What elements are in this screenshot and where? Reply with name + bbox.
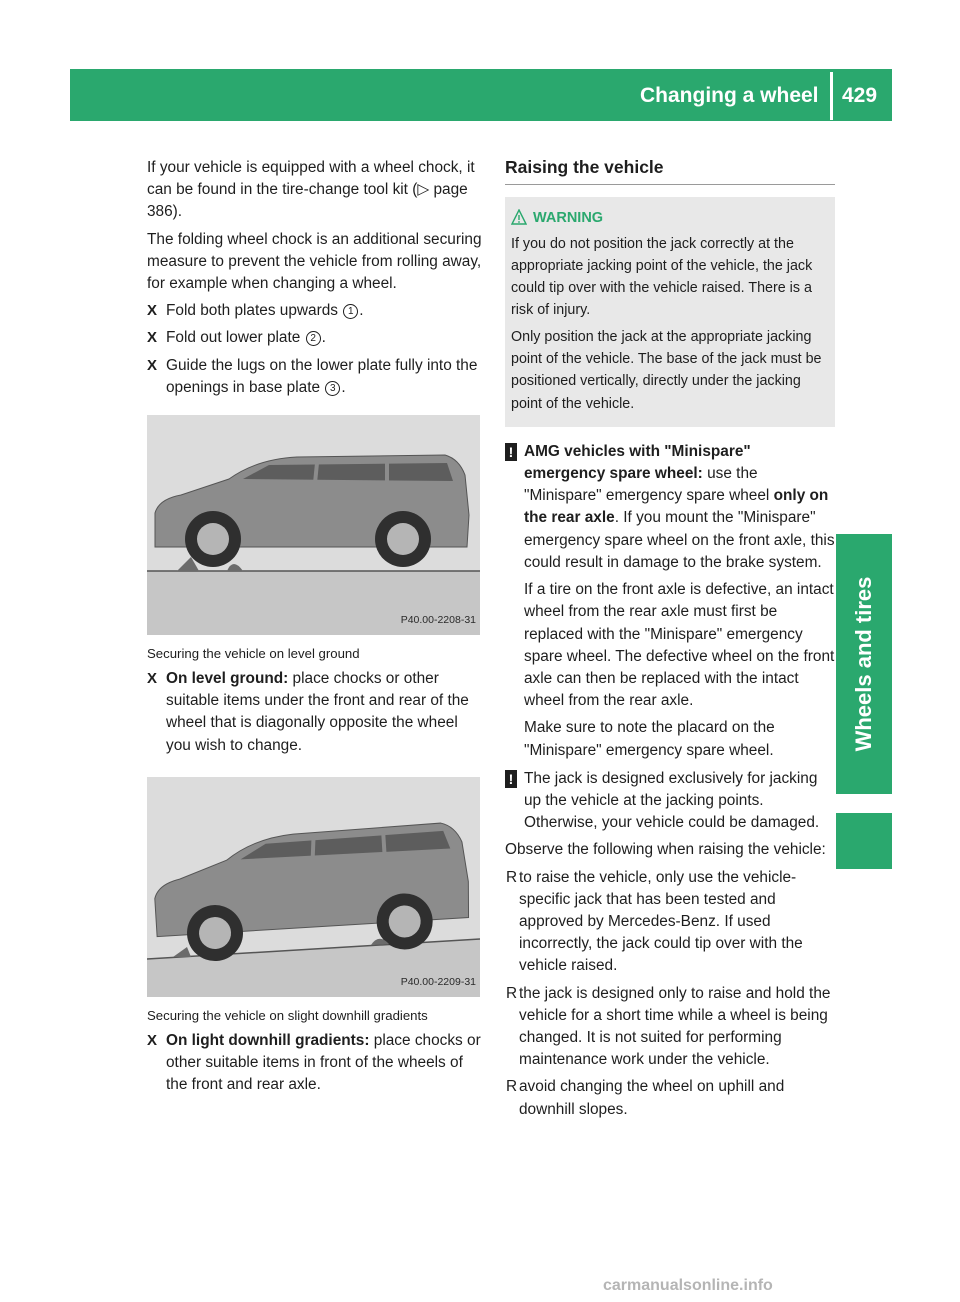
figure-caption: Securing the vehicle on level ground: [147, 646, 360, 662]
warning-heading: [511, 207, 831, 229]
note-text: Make sure to note the placard on the "Minispare" emergency spare wheel.: [524, 719, 775, 759]
step-heading: On level ground:: [166, 670, 289, 688]
list-item: R to raise the vehicle, only use the vehicle-specific jack that has been tested and approved by Mercedes-Benz. If used incorrectly, the jack could tip over with the vehicle raised.: [506, 868, 803, 975]
callout-number: 3: [325, 381, 340, 396]
left-column: [147, 157, 482, 1101]
step-text: place chocks or other suitable items in front of the wheels of the front and rear axle.: [166, 1031, 481, 1094]
step-text: Fold both plates upwards: [166, 302, 338, 320]
note-jack: [505, 768, 835, 835]
page-number: 429: [842, 84, 878, 107]
figure-downhill: [147, 777, 480, 997]
step-heading: On light downhill gradients:: [166, 1031, 370, 1049]
header-divider: [830, 72, 833, 120]
bullet-marker: R: [506, 868, 518, 886]
notice-icon: !: [505, 770, 517, 788]
warning-text: Only position the jack at the appropriate jacking point of the vehicle. The base of the jack must be positioned vertically, directly under the jacking point of the vehicle.: [511, 328, 822, 412]
intro-paragraph: If your vehicle is equipped with a wheel chock, it can be found in the tire-change tool kit (▷ page 386).: [147, 159, 475, 221]
step-text: Fold out lower plate: [166, 329, 301, 347]
callout-number: 2: [306, 331, 321, 346]
callout-number: 1: [343, 304, 358, 319]
page-title: Changing a wheel: [640, 84, 819, 107]
figure-caption: Securing the vehicle on slight downhill gradients: [147, 1007, 428, 1023]
step-marker: X: [147, 329, 158, 347]
list-item: R the jack is designed only to raise and hold the vehicle for a short time while a wheel is being changed. It is not suited for performing maintenance work under the vehicle.: [506, 984, 831, 1069]
bullet-marker: R: [506, 1078, 518, 1096]
watermark: carmanualsonline.info: [603, 1277, 773, 1294]
warning-title: WARNING: [533, 210, 604, 227]
figure-level-ground: [147, 415, 480, 635]
suv-downhill-illustration: [147, 777, 480, 997]
note-text: The jack is designed exclusively for jacking up the vehicle at the jacking points. Otherwise, your vehicle could be damaged.: [524, 769, 820, 832]
step-text: Guide the lugs on the lower plate fully into the openings in base plate: [166, 356, 478, 396]
warning-text: If you do not position the jack correctly at the appropriate jacking point of the vehicle, the jack could tip over with the vehicle raised. There is a risk of injury.: [511, 235, 813, 319]
step-guide-lugs: X Guide the lugs on the lower plate fully into the openings in base plate 3 .: [147, 356, 478, 396]
note-text: If a tire on the front axle is defective, an intact wheel from the rear axle must first be replaced with the "Minispare" emergency spare wheel. The defective wheel on the front axle can then be replaced with the intact wheel from the rear axle.: [524, 581, 835, 710]
notice-icon: !: [505, 443, 517, 461]
note-text: AMG vehicles with "Minispare" emergency spare wheel: use the "Minispare" emergency spare wheel only on the rear axle. If you mount the "Minispare" emergency spare wheel on the front axle, this could result in damage to the brake system.: [524, 442, 835, 571]
note-minispare: [505, 441, 835, 762]
step-level-ground: [147, 668, 482, 757]
right-column: [505, 156, 835, 1126]
section-title: Raising the vehicle: [505, 156, 835, 185]
warning-box: [505, 197, 835, 427]
step-marker: X: [147, 1031, 158, 1049]
chapter-marker-box: [836, 813, 892, 869]
suv-level-illustration: [147, 415, 480, 635]
warning-triangle-icon: [511, 209, 527, 225]
step-text: place chocks or other suitable items under the front and rear of the wheel that is diagonally opposite the wheel you wish to change.: [166, 670, 469, 754]
step-fold-plates: X Fold both plates upwards 1 .: [147, 300, 482, 322]
wheel-chock-paragraph: The folding wheel chock is an additional securing measure to prevent the vehicle from rolling away, for example when changing a wheel.: [147, 230, 482, 293]
chapter-tab-label: Wheels and tires: [851, 576, 876, 752]
figure-code: P40.00-2208-31: [400, 613, 476, 626]
figure-code: P40.00-2209-31: [400, 975, 476, 988]
step-marker: X: [147, 302, 158, 320]
bullet-marker: R: [506, 984, 518, 1002]
list-item: R avoid changing the wheel on uphill and downhill slopes.: [506, 1078, 785, 1118]
step-downhill: [147, 1030, 482, 1097]
step-marker: X: [147, 670, 158, 688]
step-fold-lower-plate: X Fold out lower plate 2 .: [147, 327, 482, 349]
observe-paragraph: Observe the following when raising the vehicle:: [505, 841, 826, 859]
step-marker: X: [147, 356, 158, 374]
